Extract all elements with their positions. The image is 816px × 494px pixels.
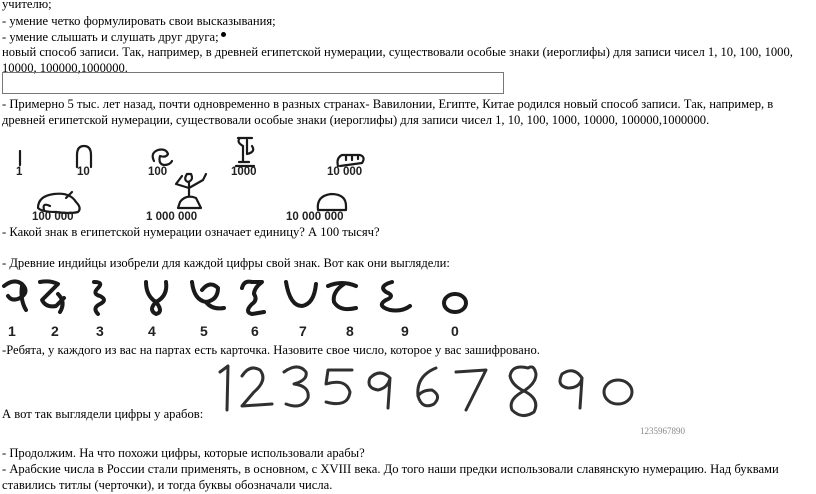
indian-digit-5-icon: [192, 282, 224, 308]
arabic-digit-1-icon: [220, 366, 228, 410]
question-indian: - Древние индийцы изобрели для каждой цифры свой знак. Вот как они выглядели:: [2, 256, 450, 270]
arabic-intro: А вот так выглядели цифры у арабов:: [2, 407, 204, 421]
arabic-digit-3-icon: [284, 367, 308, 406]
hieroglyph-label-1000: 1000: [231, 166, 257, 178]
text-paragraph-1: новый способ записи. Так, например, в древней египетской нумерации, существовали особые знаки (иероглифы) для записи чисел 1, 10, 100, 1000, 10000, 100000,1000000.: [2, 45, 793, 75]
indian-digit-2-icon: [40, 281, 64, 312]
hieroglyph-sun-icon: [318, 194, 346, 210]
indian-label-3: 3: [96, 323, 104, 339]
arabic-digit-9-text: 9: [658, 426, 663, 436]
arabic-digit-0-icon: [604, 380, 632, 404]
arabic-digit-6-text: 6: [662, 426, 667, 436]
arabic-digit-6-icon: [418, 368, 438, 406]
indian-label-4: 4: [148, 323, 156, 339]
indian-digit-1-icon: [4, 281, 26, 310]
hieroglyph-tadpole-icon: [38, 192, 80, 213]
arabic-digit-7-icon: [456, 370, 486, 410]
arabic-digit-5-icon: [326, 370, 352, 404]
hieroglyph-label-10000000: 10 000 000: [286, 211, 344, 223]
arabic-digit-5-text: 5: [653, 426, 658, 436]
arabic-digit-3-text: 3: [649, 426, 654, 436]
arabic-digit-9b-text: 9: [676, 426, 681, 436]
empty-text-box: [2, 72, 504, 94]
egyptian-hieroglyphs-figure: [0, 128, 400, 224]
arabic-numerals-figure: [210, 358, 680, 428]
text-paragraph-2: - Примерно 5 тыс. лет назад, почти одновременно в разных странах- Вавилонии, Египте, Китае родился новый способ записи. Так, например, в древней египетской нумерации, существовали особые знаки (иероглифы) для записи чисел 1, 10, 100, 1000, 10000, 100000,1000000.: [2, 97, 774, 127]
arabic-digit-8-icon: [510, 367, 536, 416]
indian-label-5: 5: [200, 323, 208, 339]
text-line-3: [2, 29, 226, 45]
bullet-dot-icon: [221, 32, 226, 37]
arabic-digit-2-text: 2: [644, 426, 649, 436]
hieroglyph-arch-icon: [77, 146, 91, 167]
indian-label-2: 2: [51, 323, 59, 339]
arabic-digit-9b-icon: [560, 371, 582, 408]
text-line-1: учителю;: [2, 0, 52, 11]
indian-label-7: 7: [299, 323, 307, 339]
question-card: -Ребята, у каждого из вас на партах есть карточка. Назовите свое число, которое у вас зашифровано.: [2, 343, 540, 357]
hieroglyph-lotus-icon: [236, 138, 254, 166]
hieroglyph-finger-icon: [338, 155, 364, 166]
indian-digit-9-icon: [382, 282, 410, 311]
arabic-digit-9-icon: [369, 373, 390, 408]
hieroglyph-kneeling-man-icon: [176, 174, 206, 208]
indian-digit-6-icon: [242, 282, 264, 314]
text-line-2: - умение четко формулировать свои высказывания;: [2, 14, 276, 28]
text-paragraph-3: - Арабские числа в России стали применять, в основном, с XVIII века. До того наши предки использовали славянскую нумерацию. Над буквами ставились титлы (черточки), и тогда буквы обозначали числа.: [2, 462, 779, 492]
indian-digit-3-icon: [94, 282, 104, 314]
indian-numerals-figure: [0, 272, 480, 340]
indian-label-9: 9: [401, 323, 409, 339]
arabic-digit-0-text: 0: [680, 426, 685, 436]
hieroglyph-label-10000: 10 000: [327, 166, 363, 178]
indian-label-1: 1: [8, 323, 16, 339]
arabic-digits-caption: [640, 426, 685, 436]
indian-digit-4-icon: [146, 282, 166, 314]
hieroglyph-coil-icon: [153, 150, 172, 166]
indian-digit-0-icon: [444, 294, 466, 312]
text-line-3-content: - умение слышать и слушать друг друга;: [2, 30, 219, 44]
hieroglyph-label-1000000: 1 000 000: [146, 211, 198, 223]
arabic-digit-8-text: 8: [671, 426, 676, 436]
arabic-digit-7-text: 7: [667, 426, 672, 436]
arabic-digit-1-text: 1: [640, 426, 645, 436]
indian-digit-7-icon: [286, 282, 316, 306]
hieroglyph-label-1: 1: [16, 166, 23, 178]
question-arabic: - Продолжим. На что похожи цифры, которые использовали арабы?: [2, 446, 365, 460]
hieroglyph-label-10: 10: [77, 166, 90, 178]
indian-label-6: 6: [251, 323, 259, 339]
indian-label-8: 8: [346, 323, 354, 339]
question-egyptian: - Какой знак в египетской нумерации означает единицу? А 100 тысяч?: [2, 225, 380, 239]
indian-digit-8-icon: [328, 283, 356, 309]
hieroglyph-label-100000: 100 000: [32, 211, 74, 223]
arabic-digit-2-icon: [242, 368, 272, 406]
hieroglyph-label-100: 100: [148, 166, 168, 178]
indian-label-0: 0: [451, 323, 459, 339]
